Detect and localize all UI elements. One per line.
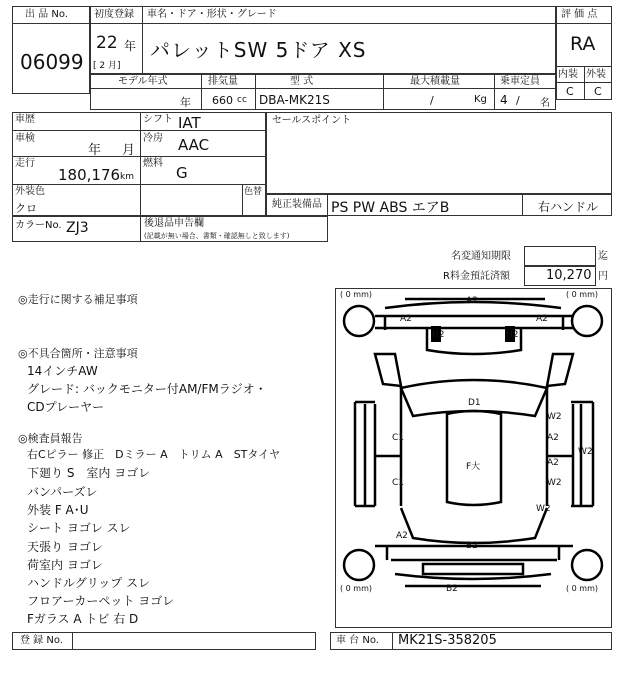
model-year-label: モデル年式 bbox=[118, 76, 168, 87]
inspector-line-1: 右Cピラー 修正 Dミラー A トリム A STタイヤ bbox=[27, 448, 281, 461]
reg-no-label: 登 録 No. bbox=[20, 635, 63, 646]
recycle-unit: 円 bbox=[598, 271, 608, 282]
color-no-label: カラーNo. bbox=[15, 220, 62, 231]
capacity-unit: 名 bbox=[540, 98, 550, 109]
fuel-label: 燃料 bbox=[143, 158, 163, 169]
ext-color-label: 外装色 bbox=[15, 186, 45, 197]
inspection-month: 月 bbox=[122, 143, 136, 158]
first-reg-year: 22 bbox=[96, 33, 118, 53]
mark-rear-glass: B2 bbox=[466, 541, 478, 551]
car-name-label: 車名・ドア・形状・グレード bbox=[147, 9, 277, 20]
interior-score: C bbox=[566, 85, 574, 98]
recycle-label: R料金預託済額 bbox=[443, 271, 510, 282]
color-no: ZJ3 bbox=[66, 220, 89, 236]
exterior-label: 外装 bbox=[586, 69, 606, 80]
mark-headlight-right: H2 bbox=[506, 330, 519, 340]
displacement-label: 排気量 bbox=[208, 76, 238, 87]
mark-right-3: A2 bbox=[547, 458, 559, 468]
mark-rear-bumper: B2 bbox=[446, 584, 458, 594]
inspector-line-8: ハンドルグリップ スレ bbox=[27, 576, 151, 590]
equipment-label: 純正装備品 bbox=[272, 199, 322, 210]
ext-color: クロ bbox=[15, 202, 37, 215]
info-left bbox=[12, 112, 266, 216]
max-load-label: 最大積載量 bbox=[410, 76, 460, 87]
mark-front-right: A2 bbox=[536, 314, 548, 324]
displacement-unit: cc bbox=[237, 95, 247, 105]
notes-section-inspector: ◎検査員報告 bbox=[18, 432, 83, 445]
car-outline-drawing bbox=[335, 288, 612, 628]
car-name: パレットSW 5ドア XS bbox=[150, 38, 367, 62]
max-load-slash: / bbox=[430, 94, 434, 107]
mark-right-side: W2 bbox=[578, 447, 593, 457]
mark-rear-left: A2 bbox=[396, 531, 408, 541]
equipment: PS PW ABS エアB bbox=[331, 200, 450, 216]
problem-line-3: CDプレーヤー bbox=[27, 400, 105, 414]
aircon: AAC bbox=[178, 136, 210, 154]
mark-right-5: W2 bbox=[536, 504, 551, 514]
interior-label: 内装 bbox=[558, 69, 578, 80]
notes-section-problems: ◎不具合箇所・注意事項 bbox=[18, 347, 138, 360]
chassis-no-label: 車 台 No. bbox=[336, 635, 379, 646]
tire-fr-label: ( 0 mm) bbox=[566, 290, 599, 299]
repaint-label: 色替 bbox=[244, 187, 263, 197]
inspector-line-6: 天張り ヨゴレ bbox=[27, 540, 103, 554]
inspector-line-3: バンパーズレ bbox=[27, 485, 98, 499]
fuel: G bbox=[176, 164, 188, 182]
mileage: 180,176 bbox=[58, 166, 121, 184]
shift-label: シフト bbox=[143, 114, 173, 125]
aftermarket-note: (記載が無い場合、書類・確認無しと致します) bbox=[144, 232, 290, 240]
mark-left-1: C1 bbox=[392, 433, 405, 443]
tire-fl-label: ( 0 mm) bbox=[340, 290, 373, 299]
mark-roof: F大 bbox=[466, 462, 481, 472]
notes-section-running: ◎走行に関する補足事項 bbox=[18, 293, 138, 306]
mileage-unit: km bbox=[120, 172, 134, 182]
mark-headlight-left: H2 bbox=[432, 330, 445, 340]
mark-windshield: D1 bbox=[468, 398, 481, 408]
inspection-label: 車検 bbox=[15, 133, 35, 144]
mark-right-2: A2 bbox=[547, 433, 559, 443]
history-label: 車歴 bbox=[15, 114, 35, 125]
tire-rl-label: ( 0 mm) bbox=[340, 584, 373, 593]
shift: IAT bbox=[178, 114, 201, 132]
first-reg-year-unit: 年 bbox=[124, 39, 137, 53]
type-label: 型 式 bbox=[290, 76, 314, 87]
inspector-line-9: フロアーカーペット ヨゴレ bbox=[27, 594, 175, 608]
tire-rr-label: ( 0 mm) bbox=[566, 584, 599, 593]
mileage-label: 走行 bbox=[15, 158, 35, 169]
displacement: 660 bbox=[212, 94, 233, 107]
name-change-box bbox=[524, 246, 596, 266]
first-reg-month: [ 2 月] bbox=[93, 61, 121, 71]
mark-left-2: C1 bbox=[392, 478, 405, 488]
inspector-line-5: シート ヨゴレ スレ bbox=[27, 521, 131, 535]
name-change-unit: 迄 bbox=[598, 251, 608, 262]
name-change-label: 名変通知期限 bbox=[451, 251, 511, 262]
chassis-no: MK21S-358205 bbox=[398, 633, 497, 648]
eval-label: 評 価 点 bbox=[561, 9, 598, 20]
eval-score: RA bbox=[570, 33, 596, 55]
mark-right-4: W2 bbox=[547, 478, 562, 488]
inspector-line-10: Fガラス A トビ 右 D bbox=[27, 612, 139, 626]
capacity-slash: / bbox=[516, 94, 520, 107]
capacity: 4 bbox=[500, 93, 508, 107]
inspector-line-2: 下廻り S 室内 ヨゴレ bbox=[27, 466, 151, 480]
first-reg-label: 初度登録 bbox=[94, 9, 134, 20]
mark-front-left: A2 bbox=[400, 314, 412, 324]
max-load-unit: Kg bbox=[474, 94, 487, 105]
problem-line-2: グレード: バックモニター付AM/FMラジオ・ bbox=[27, 382, 267, 396]
model-type: DBA-MK21S bbox=[259, 93, 330, 107]
sales-point-label: セールスポイント bbox=[272, 115, 352, 126]
problem-line-1: 14インチAW bbox=[27, 364, 98, 378]
inspector-line-7: 荷室内 ヨゴレ bbox=[27, 558, 103, 572]
inspector-line-4: 外装 F A･U bbox=[27, 503, 89, 517]
capacity-label: 乗車定員 bbox=[500, 76, 540, 87]
model-year-unit: 年 bbox=[180, 96, 191, 109]
mark-front-bumper: A2 bbox=[466, 296, 478, 306]
recycle-value: 10,270 bbox=[546, 268, 592, 283]
aircon-label: 冷房 bbox=[143, 133, 163, 144]
aftermarket-label: 後退品申告欄 bbox=[144, 218, 204, 229]
lot-no: 06099 bbox=[20, 50, 84, 74]
inspection-year: 年 bbox=[88, 143, 102, 158]
lot-no-label: 出 品 No. bbox=[25, 9, 68, 20]
steering: 右ハンドル bbox=[538, 200, 599, 214]
mark-right-1: W2 bbox=[547, 412, 562, 422]
exterior-score: C bbox=[594, 85, 602, 98]
